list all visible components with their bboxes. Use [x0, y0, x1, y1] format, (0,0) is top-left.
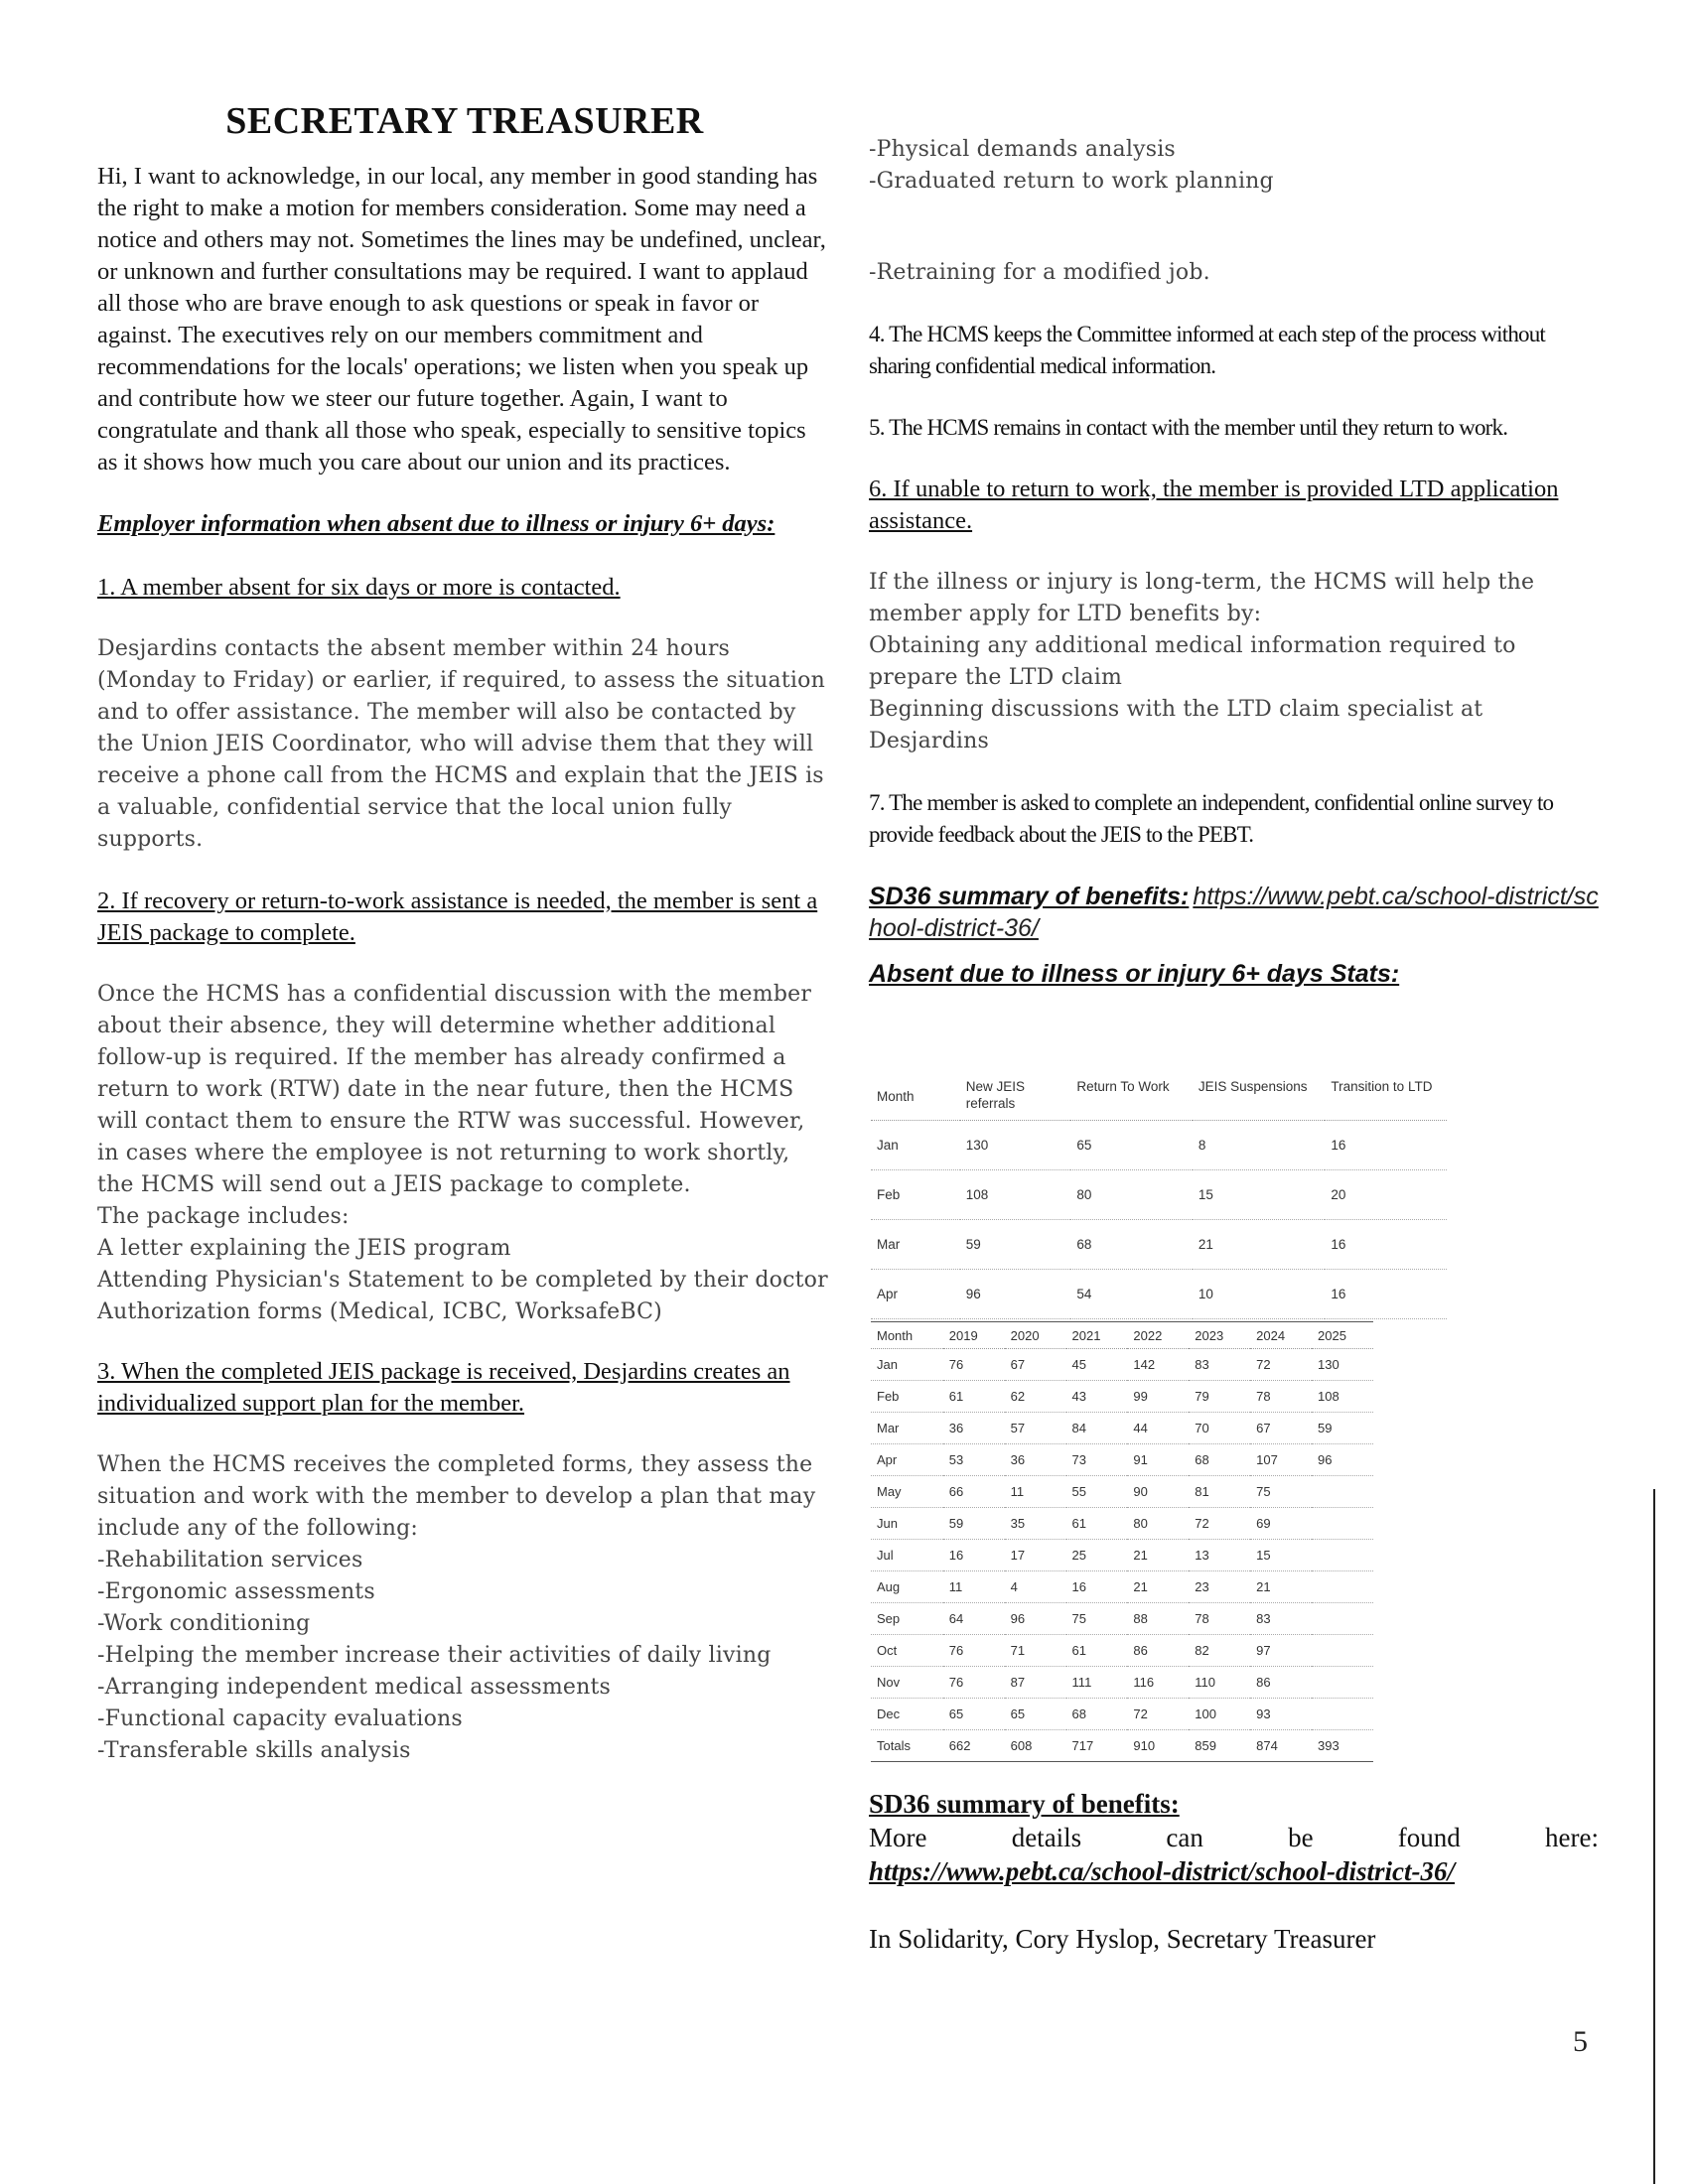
plan-item: -Rehabilitation services [97, 1548, 363, 1572]
summary-word: here: [1545, 1823, 1599, 1852]
table-cell: 13 [1189, 1540, 1250, 1571]
table-header-row [871, 1074, 1447, 1121]
table-cell: 61 [943, 1381, 1005, 1413]
column-header: JEIS Suspensions [1193, 1074, 1326, 1121]
table-cell: 72 [1127, 1699, 1189, 1730]
table-cell: 25 [1066, 1540, 1128, 1571]
table-cell: 21 [1250, 1571, 1312, 1603]
table-cell: 69 [1250, 1508, 1312, 1540]
table-cell: Jul [871, 1540, 943, 1571]
column-header: 2024 [1250, 1322, 1312, 1349]
table-cell: 68 [1070, 1220, 1193, 1270]
table-cell: 62 [1005, 1381, 1066, 1413]
sd36-summary-link-block [869, 881, 1599, 944]
table-cell: Dec [871, 1699, 943, 1730]
table-cell: 4 [1005, 1571, 1066, 1603]
table-cell: 67 [1005, 1349, 1066, 1381]
table-cell: 73 [1066, 1444, 1128, 1476]
table-cell: 91 [1127, 1444, 1189, 1476]
table-cell: 44 [1127, 1413, 1189, 1444]
table-row [871, 1540, 1373, 1571]
table-cell: 70 [1189, 1413, 1250, 1444]
table-cell: 55 [1066, 1476, 1128, 1508]
table-row [871, 1220, 1447, 1270]
table-cell: 76 [943, 1667, 1005, 1699]
summary-word: found [1397, 1823, 1461, 1852]
table-cell [1312, 1603, 1373, 1635]
table-cell: Totals [871, 1730, 943, 1762]
plan-item: -Arranging independent medical assessments [97, 1675, 612, 1700]
table-cell: 67 [1250, 1413, 1312, 1444]
plan-item: -Functional capacity evaluations [97, 1706, 463, 1731]
table-cell: 80 [1070, 1170, 1193, 1220]
table-cell [1312, 1635, 1373, 1667]
table-cell: 8 [1193, 1121, 1326, 1170]
table-cell: 86 [1250, 1667, 1312, 1699]
benefits-summary [869, 1787, 1599, 1956]
table-cell: 23 [1189, 1571, 1250, 1603]
left-column [97, 99, 832, 1797]
table-cell [1312, 1476, 1373, 1508]
table-cell: Jan [871, 1121, 960, 1170]
table-row [871, 1270, 1447, 1319]
table-cell: 75 [1250, 1476, 1312, 1508]
table-cell: 130 [1312, 1349, 1373, 1381]
table-cell: 82 [1189, 1635, 1250, 1667]
table-cell: 108 [960, 1170, 1071, 1220]
table-cell: Nov [871, 1667, 943, 1699]
column-header: 2023 [1189, 1322, 1250, 1349]
jeis-stats-table [871, 1074, 1447, 1319]
table-cell: Apr [871, 1270, 960, 1319]
table-cell: May [871, 1476, 943, 1508]
table-cell: 76 [943, 1349, 1005, 1381]
column-header: 2020 [1005, 1322, 1066, 1349]
plan-item: -Transferable skills analysis [97, 1738, 411, 1763]
table-cell: 142 [1127, 1349, 1189, 1381]
table-cell: 130 [960, 1121, 1071, 1170]
table-cell: 61 [1066, 1635, 1128, 1667]
page-number: 5 [1573, 2025, 1588, 2058]
column-header: 2019 [943, 1322, 1005, 1349]
table-row [871, 1476, 1373, 1508]
table-cell: Mar [871, 1413, 943, 1444]
table-header-row [871, 1322, 1373, 1349]
table-cell [1312, 1540, 1373, 1571]
table-cell: 78 [1250, 1381, 1312, 1413]
right-column [869, 134, 1599, 990]
plan-item: -Graduated return to work planning [869, 169, 1274, 194]
step2-heading: 2. If recovery or return-to-work assistance is needed, the member is sent a JEIS package to complete. [97, 887, 818, 946]
table-cell: 79 [1189, 1381, 1250, 1413]
table-row [871, 1730, 1373, 1762]
package-line: Attending Physician's Statement to be completed by their doctor [97, 1268, 828, 1293]
column-header: Month [871, 1074, 960, 1121]
step6-heading: 6. If unable to return to work, the member is provided LTD application assistance. [869, 476, 1559, 534]
table-cell: 910 [1127, 1730, 1189, 1762]
table-cell [1312, 1571, 1373, 1603]
table-row [871, 1635, 1373, 1667]
table-cell: 16 [943, 1540, 1005, 1571]
yearly-stats-table [871, 1321, 1373, 1762]
table-cell: 874 [1250, 1730, 1312, 1762]
step2-section [97, 979, 832, 1328]
plan-item: -Helping the member increase their activities of daily living [97, 1643, 772, 1668]
table-cell: 59 [943, 1508, 1005, 1540]
table-cell: 717 [1066, 1730, 1128, 1762]
plan-item: -Ergonomic assessments [97, 1579, 375, 1604]
table-cell: 65 [1070, 1121, 1193, 1170]
plan-item: -Work conditioning [97, 1611, 311, 1636]
retraining-item: -Retraining for a modified job. [869, 260, 1210, 285]
summary-word: details [1011, 1823, 1082, 1852]
table-cell: 111 [1066, 1667, 1128, 1699]
table-row [871, 1603, 1373, 1635]
table-cell: 859 [1189, 1730, 1250, 1762]
table-cell: 68 [1066, 1699, 1128, 1730]
step1-body: Desjardins contacts the absent member within 24 hours (Monday to Friday) or earlier, if required, to assess the situation and to offer assistance. The member will also be contacted by the Union JEIS Coordinator, who will advise them that they will receive a phone call from the HCMS and explain that the JEIS is a valuable, confidential service that the local union fully supports. [97, 636, 825, 852]
table-cell: 11 [943, 1571, 1005, 1603]
table-cell: 64 [943, 1603, 1005, 1635]
table-cell: 108 [1312, 1381, 1373, 1413]
table-row [871, 1381, 1373, 1413]
step2-body: Once the HCMS has a confidential discussion with the member about their absence, they will determine whether additional follow-up is required. If the member has already confirmed a return to work (RTW) date in the near future, then the HCMS will contact them to ensure the RTW was successful. However, in cases where the employee is not returning to work shortly, the HCMS will send out a JEIS package to complete. [97, 982, 812, 1197]
table-cell: 16 [1325, 1121, 1447, 1170]
step3-heading: 3. When the completed JEIS package is received, Desjardins creates an individualized support plan for the member. [97, 1358, 790, 1417]
table-cell: 80 [1127, 1508, 1189, 1540]
table-cell: 11 [1005, 1476, 1066, 1508]
table-cell: 71 [1005, 1635, 1066, 1667]
summary-word: More [869, 1823, 927, 1852]
table-cell: 43 [1066, 1381, 1128, 1413]
sd36-link[interactable]: https://www.pebt.ca/school-district/school-district-36/ [869, 883, 1599, 942]
package-line: A letter explaining the JEIS program [97, 1236, 511, 1261]
table-cell: 15 [1193, 1170, 1326, 1220]
step6-section [869, 567, 1599, 757]
column-header: 2025 [1312, 1322, 1373, 1349]
table-cell: 54 [1070, 1270, 1193, 1319]
summary-text [869, 1821, 1599, 1854]
table-cell: Feb [871, 1381, 943, 1413]
table-row [871, 1699, 1373, 1730]
table-cell: 75 [1066, 1603, 1128, 1635]
column-header: New JEIS referrals [960, 1074, 1071, 1121]
table-cell: 16 [1066, 1571, 1128, 1603]
stats-heading: Absent due to illness or injury 6+ days Stats: [869, 960, 1400, 988]
table-cell: 107 [1250, 1444, 1312, 1476]
table-cell: 93 [1250, 1699, 1312, 1730]
step7-text: 7. The member is asked to complete an independent, confidential online survey to provide feedback about the JEIS to the PEBT. [869, 790, 1554, 847]
summary-link[interactable]: https://www.pebt.ca/school-district/school-district-36/ [869, 1856, 1456, 1886]
table-cell: 72 [1189, 1508, 1250, 1540]
table-cell: Mar [871, 1220, 960, 1270]
step3-section [97, 1449, 832, 1767]
table-cell: 110 [1189, 1667, 1250, 1699]
step5-text: 5. The HCMS remains in contact with the member until they return to work. [869, 415, 1508, 440]
sd36-label: SD36 summary of benefits: [869, 883, 1190, 910]
table-row [871, 1444, 1373, 1476]
summary-word: be [1288, 1823, 1314, 1852]
plan-items-continued [869, 134, 1599, 198]
table-cell: Apr [871, 1444, 943, 1476]
table-cell: 21 [1127, 1540, 1189, 1571]
table-cell: Jan [871, 1349, 943, 1381]
table-cell: 35 [1005, 1508, 1066, 1540]
table-row [871, 1349, 1373, 1381]
table-row [871, 1508, 1373, 1540]
package-line: The package includes: [97, 1204, 350, 1229]
table-cell: 84 [1066, 1413, 1128, 1444]
table-cell: 21 [1193, 1220, 1326, 1270]
plan-item: -Physical demands analysis [869, 137, 1176, 162]
table-row [871, 1571, 1373, 1603]
table-cell: Jun [871, 1508, 943, 1540]
table-cell: Feb [871, 1170, 960, 1220]
table-row [871, 1121, 1447, 1170]
table-cell: 83 [1250, 1603, 1312, 1635]
table-cell: 66 [943, 1476, 1005, 1508]
table-cell: Oct [871, 1635, 943, 1667]
stats-tables [871, 1074, 1433, 1762]
column-header: 2021 [1066, 1322, 1128, 1349]
table-cell: 76 [943, 1635, 1005, 1667]
page-title: SECRETARY TREASURER [225, 100, 704, 142]
table-cell: 17 [1005, 1540, 1066, 1571]
table-cell: 36 [1005, 1444, 1066, 1476]
table-cell: Aug [871, 1571, 943, 1603]
table-cell: Sep [871, 1603, 943, 1635]
table-cell: 16 [1325, 1270, 1447, 1319]
intro-paragraph: Hi, I want to acknowledge, in our local, any member in good standing has the right to make a motion for members consideration. Some may need a notice and others may not. Sometimes the lines may be undefined, unclear, or unknown and further consultations may be required. I want to applaud all those who are brave enough to ask questions or speak in favor or against. The executives rely on our members commitment and recommendations for the locals' operations; we listen when you speak up and contribute how we steer our future together. Again, I want to congratulate and thank all those who speak, especially to sensitive topics as it shows how much you care about our union and its practices. [97, 163, 826, 476]
table-cell: 90 [1127, 1476, 1189, 1508]
table-cell: 608 [1005, 1730, 1066, 1762]
step4-text: 4. The HCMS keeps the Committee informed at each step of the process without sharing confidential medical information. [869, 322, 1546, 378]
table-cell: 53 [943, 1444, 1005, 1476]
employer-info-heading: Employer information when absent due to illness or injury 6+ days: [97, 510, 776, 537]
table-cell: 86 [1127, 1635, 1189, 1667]
table-cell: 36 [943, 1413, 1005, 1444]
table-cell: 65 [943, 1699, 1005, 1730]
column-header: 2022 [1127, 1322, 1189, 1349]
table-cell: 57 [1005, 1413, 1066, 1444]
step1-heading: 1. A member absent for six days or more is contacted. [97, 574, 621, 601]
table-cell [1312, 1667, 1373, 1699]
step6-line: Beginning discussions with the LTD claim specialist at Desjardins [869, 697, 1483, 753]
table-cell: 96 [1005, 1603, 1066, 1635]
table-cell: 393 [1312, 1730, 1373, 1762]
summary-word: can [1166, 1823, 1203, 1852]
table-cell: 59 [1312, 1413, 1373, 1444]
table-cell: 10 [1193, 1270, 1326, 1319]
table-cell: 99 [1127, 1381, 1189, 1413]
column-header: Transition to LTD [1325, 1074, 1447, 1121]
step6-line: Obtaining any additional medical information required to prepare the LTD claim [869, 633, 1516, 690]
table-cell: 45 [1066, 1349, 1128, 1381]
table-cell: 72 [1250, 1349, 1312, 1381]
table-cell: 96 [1312, 1444, 1373, 1476]
table-row [871, 1413, 1373, 1444]
table-cell: 81 [1189, 1476, 1250, 1508]
table-cell: 96 [960, 1270, 1071, 1319]
column-header: Month [871, 1322, 943, 1349]
table-cell: 59 [960, 1220, 1071, 1270]
summary-heading: SD36 summary of benefits: [869, 1789, 1180, 1819]
table-cell: 83 [1189, 1349, 1250, 1381]
table-cell: 15 [1250, 1540, 1312, 1571]
table-row [871, 1667, 1373, 1699]
table-cell: 78 [1189, 1603, 1250, 1635]
scan-edge-line [1653, 1489, 1655, 2184]
table-row [871, 1170, 1447, 1220]
table-cell [1312, 1508, 1373, 1540]
table-cell: 68 [1189, 1444, 1250, 1476]
table-cell: 16 [1325, 1220, 1447, 1270]
table-cell: 88 [1127, 1603, 1189, 1635]
table-cell: 61 [1066, 1508, 1128, 1540]
column-header: Return To Work [1070, 1074, 1193, 1121]
signoff: In Solidarity, Cory Hyslop, Secretary Treasurer [869, 1924, 1376, 1954]
table-cell: 87 [1005, 1667, 1066, 1699]
table-cell: 21 [1127, 1571, 1189, 1603]
table-cell: 100 [1189, 1699, 1250, 1730]
step6-line: If the illness or injury is long-term, the HCMS will help the member apply for LTD benefits by: [869, 570, 1535, 626]
table-cell: 97 [1250, 1635, 1312, 1667]
table-cell [1312, 1699, 1373, 1730]
package-line: Authorization forms (Medical, ICBC, WorksafeBC) [97, 1299, 662, 1324]
table-cell: 662 [943, 1730, 1005, 1762]
step3-body: When the HCMS receives the completed forms, they assess the situation and work with the member to develop a plan that may include any of the following: [97, 1452, 816, 1541]
table-cell: 65 [1005, 1699, 1066, 1730]
table-cell: 20 [1325, 1170, 1447, 1220]
table-cell: 116 [1127, 1667, 1189, 1699]
